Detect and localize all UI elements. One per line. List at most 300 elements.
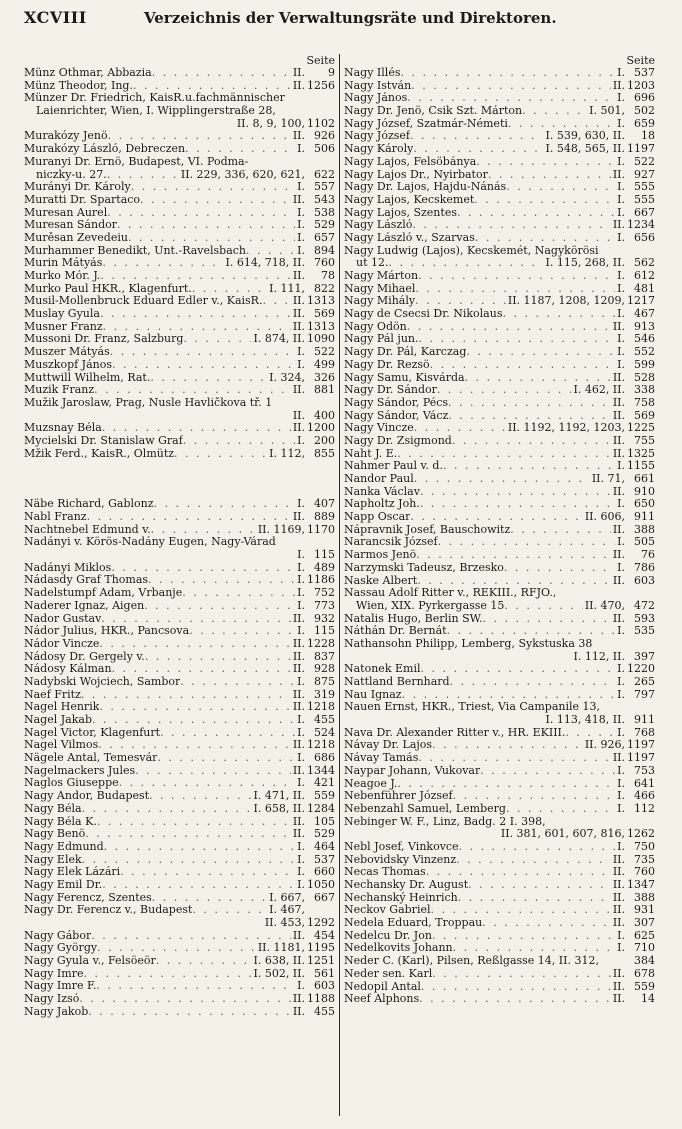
index-entry: [344, 372, 655, 385]
index-entry: [24, 803, 335, 816]
entry-page: 569: [314, 308, 335, 321]
dot-leader: [183, 333, 251, 346]
entry-page: 926: [314, 130, 335, 143]
entry-name: Nechansky Dr. August: [344, 879, 469, 891]
entry-volume-ref: I.: [617, 358, 625, 371]
entry-volume-ref: II.: [612, 980, 625, 993]
entry-page: 1102: [307, 117, 335, 130]
entry-page: 546: [634, 333, 655, 346]
entry-name: Murakózy László, Debreczen: [24, 143, 186, 156]
dot-leader: [182, 587, 295, 600]
entry-volume-ref: I. 324,: [269, 371, 305, 384]
entry-page: 76: [641, 549, 655, 562]
entry-page: 467: [634, 308, 655, 321]
entry-page: 656: [634, 231, 655, 244]
entry-volume-ref: I.: [617, 663, 625, 676]
index-entry: [344, 904, 655, 917]
dot-leader: [183, 435, 295, 448]
entry-volume-ref: I.: [297, 878, 305, 891]
entry-page: 388: [634, 891, 655, 904]
entry-name: Nagy Márton: [344, 270, 419, 282]
entry-page: 773: [314, 599, 335, 612]
entry-name: Nadelstumpf Adam, Vrbanje: [24, 587, 183, 600]
entry-volume-ref: II.: [292, 688, 305, 701]
dot-leader: [83, 968, 251, 981]
entry-volume-ref: I.: [617, 777, 625, 790]
index-entry: [24, 118, 335, 131]
entry-volume-ref: II.: [612, 320, 625, 333]
entry-name: Nagelmackers Jules: [24, 764, 136, 777]
entry-name: Nathansohn Philipp, Lemberg, Sykstuska 38: [344, 637, 593, 650]
index-entry: [344, 156, 655, 169]
entry-page: 319: [314, 688, 335, 701]
index-entry: [24, 156, 335, 169]
entry-volume-ref: II.: [292, 764, 305, 777]
entry-name: Nagy Sándor, Vácz: [344, 409, 449, 422]
entry-page: 569: [634, 409, 655, 422]
entry-volume-ref: I.: [297, 358, 305, 371]
entry-name: Nebl Josef, Vinkovce: [344, 840, 459, 853]
dot-leader: [120, 866, 295, 879]
entry-page: 1050: [307, 878, 335, 891]
entry-name: Nedopil Antal: [344, 980, 421, 993]
index-entry: [24, 333, 335, 346]
index-entry: [344, 778, 655, 791]
entry-name: Nebenzahl Samuel, Lemberg: [344, 802, 506, 815]
entry-name: Laienrichter, Wien, I. Wipplingerstraße 28,: [36, 105, 276, 118]
dot-leader: [102, 879, 295, 892]
entry-volume-ref: I. 502, II.: [253, 967, 305, 980]
entry-name: Münz Othmar, Abbazia: [24, 67, 152, 79]
dot-leader: [112, 663, 291, 676]
entry-page: 502: [634, 105, 655, 118]
dot-leader: [246, 245, 295, 258]
entry-name: Nagy Samu, Kisvárda: [344, 371, 465, 384]
entry-name: Nebenführer József: [344, 790, 453, 803]
index-entry: [344, 169, 655, 182]
entry-name: Nagy Ödön: [344, 320, 407, 333]
entry-name: Nagy Gyula v., Felsöeör: [24, 955, 156, 968]
dot-leader: [99, 701, 290, 714]
entry-name: Narzymski Tadeusz, Brzesko: [344, 561, 504, 574]
entry-volume-ref: I.: [297, 346, 305, 359]
dot-leader: [418, 752, 610, 765]
entry-name: Nagy Gábor: [24, 929, 92, 942]
entry-page: 555: [634, 193, 655, 206]
dot-leader: [431, 904, 611, 917]
index-entry: [344, 181, 655, 194]
index-entry: [344, 346, 655, 359]
entry-name: Nedelcu Dr. Jon: [344, 929, 432, 942]
entry-volume-ref: II.: [292, 993, 305, 1006]
index-entry: [24, 511, 335, 524]
entry-volume-ref: I.: [297, 980, 305, 993]
entry-volume-ref: I. 467,: [269, 904, 305, 917]
entry-name: Nedelkovits Johann: [344, 942, 453, 955]
index-entry: [344, 752, 655, 765]
entry-volume-ref: I. 658, II.: [253, 802, 305, 815]
entry-name: Muttwill Wilhelm, Rat.: [24, 371, 151, 384]
dot-leader: [82, 803, 252, 816]
entry-name: Nádosy Dr. Gergely v.: [24, 650, 145, 663]
dot-leader: [417, 575, 611, 588]
entry-volume-ref: I.: [297, 752, 305, 765]
index-entry: [24, 942, 335, 955]
entry-volume-ref: I.: [617, 92, 625, 105]
dot-leader: [414, 422, 506, 435]
index-entry: [24, 524, 335, 537]
dot-leader: [459, 841, 616, 854]
entry-page: 1347: [627, 879, 655, 891]
entry-volume-ref: II. 470,: [584, 599, 625, 612]
entry-page: 1170: [307, 523, 335, 536]
entry-name: Nabl Franz: [24, 511, 87, 523]
entry-volume-ref: I.: [617, 117, 625, 130]
entry-name: Münz Theodor, Ing.: [24, 79, 133, 92]
dot-leader: [92, 714, 295, 727]
entry-page: 750: [634, 840, 655, 853]
entry-volume-ref: II. 453,: [264, 917, 305, 929]
entry-page: 105: [314, 815, 335, 828]
entry-name: Nagy Elek: [24, 853, 82, 866]
entry-page: 696: [634, 92, 655, 105]
entry-name: Nau Ignaz: [344, 688, 402, 701]
entry-page: 9: [328, 67, 335, 79]
entry-volume-ref: I.: [297, 561, 305, 574]
entry-volume-ref: I. 638, II.: [253, 955, 305, 968]
entry-volume-ref: I. 501,: [589, 105, 625, 118]
entry-page: 1256: [307, 79, 335, 92]
index-entry: [344, 625, 655, 638]
entry-volume-ref: I.: [617, 726, 625, 739]
index-entry: [344, 828, 655, 841]
entry-page: 913: [634, 320, 655, 333]
entry-page: 537: [314, 853, 335, 866]
dot-leader: [448, 397, 611, 410]
entry-volume-ref: I.: [617, 308, 625, 321]
entry-volume-ref: II.: [292, 739, 305, 752]
entry-volume-ref: I.: [617, 460, 625, 473]
entry-volume-ref: II.: [292, 384, 305, 397]
index-entry: [344, 143, 655, 156]
index-entry: [344, 790, 655, 803]
entry-page: 557: [314, 181, 335, 194]
index-entry: [24, 321, 335, 334]
entry-name: Nagy Andor, Budapest: [24, 790, 150, 803]
entry-name: Nagy Lajos, Felsöbánya: [344, 155, 477, 168]
index-entry: [344, 422, 655, 435]
entry-name: Nagy József: [344, 130, 410, 143]
entry-name: Mussoni Dr. Franz, Salzburg: [24, 333, 184, 346]
index-entry: [24, 410, 335, 423]
entry-page: 661: [634, 473, 655, 485]
entry-volume-ref: II.: [292, 422, 305, 435]
column-heading-seite: Seite: [626, 54, 655, 67]
index-entry: [344, 854, 655, 867]
entry-page: 522: [314, 346, 335, 359]
entry-page: 535: [634, 625, 655, 638]
entry-name: Nagy Ludwig (Lajos), Kecskemét, Nagykörösi: [344, 244, 599, 257]
entry-name: Murěsan Zevedeiu: [24, 231, 128, 244]
entry-page: 894: [314, 244, 335, 257]
index-entry: [24, 219, 335, 232]
dot-leader: [160, 727, 295, 740]
dot-leader: [419, 333, 616, 346]
entry-page: 559: [314, 790, 335, 803]
entry-volume-ref: II.: [612, 371, 625, 384]
entry-page: 758: [634, 396, 655, 409]
entry-page: 481: [634, 282, 655, 295]
entry-page: 1220: [627, 663, 655, 676]
entry-name: Nagy Mihály: [344, 295, 416, 308]
entry-name: Nádasdy Graf Thomas: [24, 574, 149, 587]
index-entry: [344, 245, 655, 258]
dot-leader: [97, 942, 256, 955]
entry-name: Mžik Ferd., KaisR., Olmütz: [24, 447, 175, 460]
entry-name: Nagy Izsó: [24, 993, 80, 1006]
entry-name: Muratti Dr. Spartaco: [24, 193, 141, 206]
index-entry: [24, 651, 335, 664]
index-entry: [24, 384, 335, 397]
entry-volume-ref: II.: [292, 270, 305, 282]
entry-volume-ref: I. 112, II.: [573, 650, 625, 663]
entry-name: Nandor Paul: [344, 473, 414, 485]
column-divider: [339, 54, 340, 1116]
dot-leader: [112, 359, 295, 372]
entry-page: 524: [314, 726, 335, 739]
index-entry: [344, 727, 655, 740]
entry-page: 559: [634, 980, 655, 993]
entry-page: 1262: [627, 828, 655, 841]
entry-name: Nebovidsky Vinzenz: [344, 853, 457, 866]
entry-name: Nagy Dr. Sándor: [344, 384, 437, 397]
entry-page: 678: [634, 967, 655, 980]
entry-page: 18: [641, 130, 655, 143]
entry-page: 797: [634, 688, 655, 701]
index-entry: [344, 879, 655, 892]
entry-volume-ref: II. 926,: [584, 739, 625, 752]
entry-page: 625: [634, 929, 655, 942]
entry-name: Nador Gustav: [24, 612, 102, 625]
dot-leader: [432, 930, 615, 943]
entry-volume-ref: I. 539, 630, II.: [545, 130, 625, 143]
index-entry: [344, 968, 655, 981]
entry-page: 1155: [627, 460, 655, 473]
entry-volume-ref: I.: [617, 155, 625, 168]
entry-name: Nadányi Miklos: [24, 561, 112, 574]
entry-name: Neef Alphons: [344, 993, 420, 1006]
entry-volume-ref: I.: [617, 688, 625, 701]
index-entry: [24, 105, 335, 118]
entry-volume-ref: I.: [617, 282, 625, 295]
index-entry: [344, 410, 655, 423]
entry-volume-ref: I.: [297, 231, 305, 244]
entry-volume-ref: I. 667,: [269, 891, 305, 904]
entry-name: Naypar Johann, Vukovar: [344, 764, 481, 777]
dot-leader: [102, 257, 223, 270]
dot-leader: [453, 942, 616, 955]
entry-name: Murhammer Benedikt, Unt.-Ravelsbach: [24, 244, 247, 257]
entry-volume-ref: II.: [612, 523, 625, 536]
index-entry: [344, 676, 655, 689]
entry-name: [24, 118, 235, 131]
dot-leader: [96, 980, 295, 993]
index-entry: [24, 283, 335, 296]
entry-name: Nagel Vilmos: [24, 739, 99, 752]
index-entry: [24, 689, 335, 702]
dot-leader: [565, 727, 615, 740]
entry-volume-ref: I.: [617, 181, 625, 194]
dot-leader: [465, 372, 611, 385]
dot-leader: [154, 498, 296, 511]
index-entry: [344, 498, 655, 511]
index-column-left: [24, 54, 335, 1019]
index-entry: [344, 562, 655, 575]
entry-volume-ref: I.: [617, 270, 625, 282]
entry-name: Muresan Sándor: [24, 219, 118, 232]
entry-name: Muzik Franz: [24, 384, 95, 397]
entry-volume-ref: I.: [617, 790, 625, 803]
entry-volume-ref: II.: [292, 828, 305, 841]
index-entry: [344, 67, 655, 80]
entry-name: Nagy Edmund: [24, 840, 104, 853]
entry-volume-ref: I. 614, 718, II.: [225, 257, 305, 270]
entry-name: Nagy Imre F.: [24, 980, 97, 993]
dot-leader: [522, 105, 587, 118]
entry-volume-ref: I.: [297, 866, 305, 879]
dot-leader: [416, 549, 611, 562]
entry-volume-ref: II.: [612, 879, 625, 891]
entry-name: Nagy József, Szatmár-Németi: [344, 117, 508, 130]
index-entry: [344, 549, 655, 562]
index-entry: [344, 473, 655, 486]
dot-leader: [407, 92, 615, 105]
entry-volume-ref: II. 1187, 1208, 1209,: [507, 295, 625, 308]
entry-name: Wien, XIX. Pyrkergasse 15: [356, 599, 505, 612]
dot-leader: [397, 448, 611, 461]
index-entry: [344, 955, 655, 968]
section-gap: [24, 460, 335, 479]
dot-leader: [456, 854, 611, 867]
entry-name: Nagy Béla K.: [24, 815, 97, 828]
entry-volume-ref: II.: [292, 320, 305, 333]
entry-name: Nagy Sándor, Pécs: [344, 396, 449, 409]
entry-page: 760: [314, 257, 335, 270]
index-entry: [24, 257, 335, 270]
entry-page: 200: [314, 434, 335, 447]
entry-page: 932: [314, 612, 335, 625]
index-entry: [344, 600, 655, 613]
entry-page: 265: [634, 676, 655, 688]
entry-volume-ref: II.: [612, 434, 625, 447]
index-entry: [24, 498, 335, 511]
dot-leader: [91, 930, 291, 943]
entry-name: Natonek Emil: [344, 663, 421, 676]
entry-name: Nagy Emil Dr.: [24, 878, 103, 891]
index-entry: [344, 232, 655, 245]
dot-leader: [421, 981, 611, 994]
dot-leader: [432, 968, 611, 981]
dot-leader: [510, 524, 611, 537]
index-entry: [24, 727, 335, 740]
entry-name: Muranyi Dr. Ernö, Budapest, VI. Podma-: [24, 155, 249, 168]
entry-name: Nádosy Kálman: [24, 663, 112, 676]
entry-name: Nägele Antal, Temesvár: [24, 752, 158, 765]
dot-leader: [504, 562, 615, 575]
entry-name: Nagy János: [344, 92, 408, 105]
entry-name: [344, 828, 499, 841]
entry-page: 786: [634, 561, 655, 574]
index-entry: [24, 625, 335, 638]
entry-name: [24, 410, 291, 423]
dot-leader: [151, 524, 256, 537]
entry-volume-ref: II.: [292, 308, 305, 321]
entry-name: Naderer Ignaz, Aigen: [24, 599, 145, 612]
dot-leader: [185, 143, 295, 156]
entry-volume-ref: II.: [292, 612, 305, 625]
entry-name: [24, 917, 263, 930]
entry-volume-ref: II.: [292, 815, 305, 828]
entry-name: Muslay Gyula: [24, 308, 100, 321]
dot-leader: [419, 993, 611, 1006]
entry-volume-ref: I.: [297, 625, 305, 638]
entry-volume-ref: I.: [297, 181, 305, 194]
dot-leader: [111, 562, 295, 575]
entry-volume-ref: II.: [292, 511, 305, 523]
entry-page: 528: [634, 371, 655, 384]
dot-leader: [466, 346, 615, 359]
dot-leader: [180, 676, 295, 689]
index-entry: [24, 752, 335, 765]
dot-leader: [157, 752, 295, 765]
section-gap: [24, 479, 335, 498]
entry-volume-ref: II. 229, 336, 620, 621,: [180, 168, 305, 181]
entry-name: Naske Albert: [344, 574, 418, 587]
index-entry: [344, 397, 655, 410]
dot-leader: [483, 613, 611, 626]
index-entry: [24, 955, 335, 968]
dot-leader: [415, 283, 615, 296]
entry-page: 1225: [627, 422, 655, 435]
dot-leader: [447, 625, 616, 638]
dot-leader: [407, 321, 611, 334]
entry-volume-ref: I.: [617, 206, 625, 219]
dot-leader: [432, 739, 583, 752]
index-entry: [24, 917, 335, 930]
entry-volume-ref: I.: [617, 231, 625, 244]
entry-page: 881: [314, 384, 335, 397]
dot-leader: [389, 257, 544, 270]
entry-volume-ref: I.: [617, 625, 625, 638]
entry-page: 752: [314, 587, 335, 600]
entry-name: Nagy Dr. Ferencz v., Budapest: [24, 904, 193, 917]
dot-leader: [79, 993, 290, 1006]
index-entry: [24, 765, 335, 778]
entry-page: 338: [634, 384, 655, 397]
entry-page: 928: [314, 663, 335, 676]
entry-volume-ref: II.: [612, 485, 625, 498]
entry-name: [24, 549, 295, 562]
dot-leader: [103, 321, 291, 334]
entry-page: 489: [314, 561, 335, 574]
entry-page: 1188: [307, 993, 335, 1006]
index-entry: [344, 663, 655, 676]
entry-volume-ref: I.: [297, 498, 305, 511]
entry-name: Muszkopf János: [24, 358, 113, 371]
index-entry: [24, 207, 335, 220]
index-entry: [24, 930, 335, 943]
entry-page: 1186: [307, 574, 335, 587]
